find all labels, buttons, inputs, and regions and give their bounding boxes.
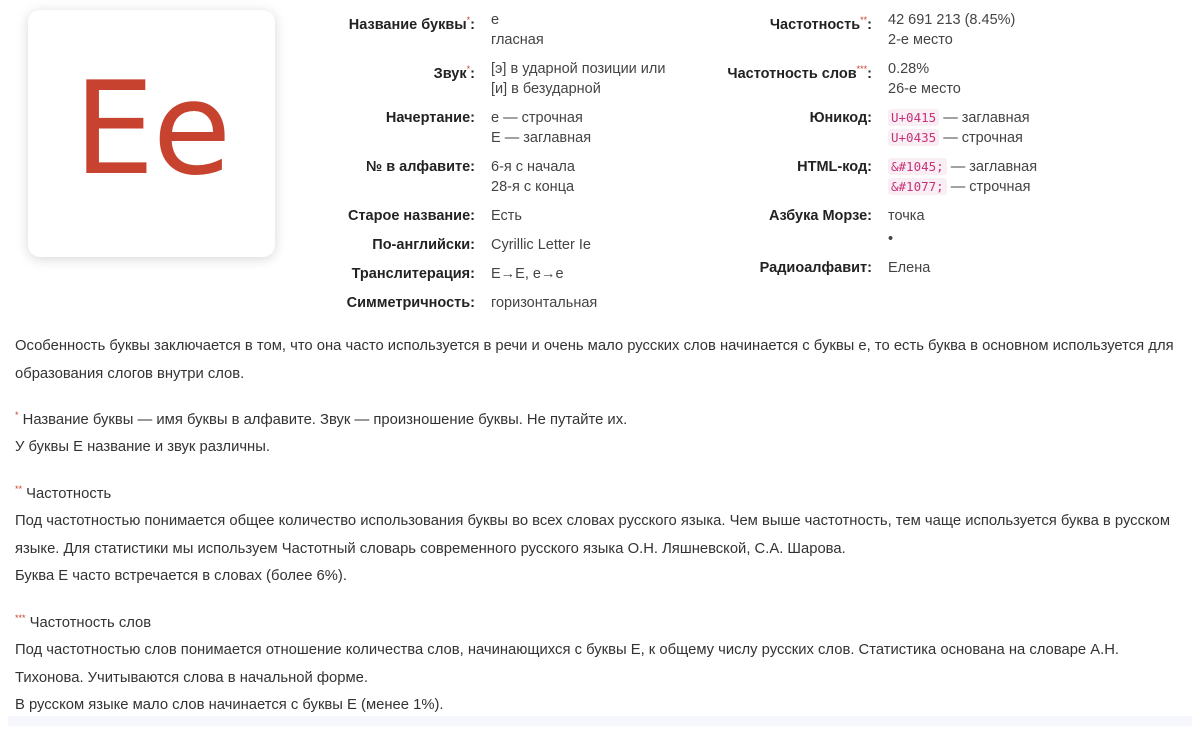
- field-alphabet-position: № в алфавите: 6-я с начала 28-я с конца: [366, 159, 575, 195]
- field-value: — заглавная: [943, 110, 1030, 126]
- field-html-code: HTML-код: &#1045; — заглавная &#1077; — строчная: [797, 159, 1038, 195]
- footnote-text: Буква Е часто встречается в словах (более 6%).: [15, 568, 347, 585]
- field-name: Название буквы*: е гласная: [348, 12, 544, 48]
- code-value: &#1045;: [888, 158, 947, 175]
- field-symmetry: Симметричность: горизонтальная: [346, 295, 598, 311]
- field-label: Название буквы: [348, 16, 467, 33]
- field-value: 42 691 213 (8.45%): [888, 12, 1016, 28]
- field-label: Частотность: [769, 16, 861, 33]
- field-frequency: Частотность**: 42 691 213 (8.45%) 2-е место: [769, 12, 1016, 48]
- footnote-text: У буквы Е название и звук различны.: [15, 439, 270, 456]
- footnote-mark: **: [860, 15, 868, 25]
- field-label: Симметричность: [346, 295, 471, 311]
- field-value: — заглавная: [950, 159, 1038, 175]
- field-value: Елена: [888, 260, 931, 276]
- field-label: Транслитерация: [351, 266, 471, 282]
- letter-properties-right: [690, 10, 1037, 287]
- field-writing: Начертание: е — строчная Е — заглавная: [385, 110, 592, 146]
- field-value: 6-я с начала: [491, 159, 575, 175]
- field-word-frequency: Частотность слов***: 0.28% 26-е место: [727, 61, 961, 97]
- footnote-title: Частотность слов: [29, 614, 152, 631]
- field-value: е: [491, 12, 500, 28]
- description: [15, 333, 1190, 734]
- footnote-2: [15, 476, 1190, 591]
- letter-glyph: Ee: [73, 55, 230, 204]
- field-value: точка: [888, 208, 925, 224]
- field-value: е — строчная: [491, 110, 583, 126]
- field-label: HTML-код: [797, 159, 868, 175]
- letter-properties-left: [300, 10, 665, 322]
- field-old-name: Старое название: Есть: [347, 208, 522, 224]
- footnote-mark: *: [466, 15, 471, 25]
- field-label: № в алфавите: [366, 159, 471, 175]
- footnote-text: Название буквы — имя буквы в алфавите. Звук — произношение буквы. Не путайте их.: [22, 411, 628, 428]
- field-unicode: Юникод: U+0415 — заглавная U+0435 — строчная: [809, 110, 1030, 146]
- footnote-text: В русском языке мало слов начинается с буквы Е (менее 1%).: [15, 697, 444, 714]
- field-value: Е — заглавная: [491, 130, 592, 146]
- field-value: горизонтальная: [491, 295, 598, 311]
- footnote-mark: *: [15, 410, 19, 420]
- field-morse: Азбука Морзе: точка •: [768, 208, 925, 247]
- field-label: Частотность слов: [727, 65, 857, 82]
- field-label: По-английски: [372, 237, 471, 253]
- field-label: Старое название: [347, 208, 471, 224]
- footnote-mark: ***: [15, 612, 26, 623]
- footnote-title: Частотность: [26, 485, 112, 502]
- feature-paragraph: Особенность буквы заключается в том, что она часто используется в речи и очень мало русских слов начинается с буквы е, то есть буква в основном используется для образования слогов внутри слов.: [15, 338, 1174, 382]
- field-value: Есть: [491, 208, 522, 224]
- field-value: гласная: [491, 32, 544, 48]
- field-value: 0.28%: [888, 61, 930, 77]
- field-value: Е→E, е→e: [491, 266, 564, 282]
- field-label: Начертание: [385, 110, 471, 126]
- field-value: — строчная: [943, 130, 1023, 146]
- field-value: Cyrillic Letter Ie: [491, 237, 591, 253]
- code-value: U+0415: [888, 109, 939, 126]
- morse-dot: •: [888, 231, 894, 247]
- field-value: [и] в безударной: [491, 81, 601, 97]
- field-value: 26-е место: [888, 81, 961, 97]
- footnote-mark: **: [15, 483, 23, 494]
- field-label: Азбука Морзе: [768, 208, 868, 224]
- field-radio: Радиоалфавит: Елена: [759, 260, 931, 276]
- footnote-3: [15, 605, 1190, 720]
- field-value: — строчная: [950, 179, 1031, 195]
- field-value: [э] в ударной позиции или: [491, 61, 666, 77]
- footnote-text: Под частотностью слов понимается отношение количества слов, начинающихся с буквы Е, к общему числу русских слов. Статистика основана на словаре А.Н. Тихонова. Учитываются слова в начальной форме.: [15, 642, 1120, 686]
- field-label: Звук: [433, 65, 467, 82]
- field-label: Радиоалфавит: [759, 260, 868, 276]
- code-value: U+0435: [888, 129, 939, 146]
- letter-card: [28, 10, 275, 257]
- footnote-1: [15, 402, 1190, 462]
- footnote-text: Под частотностью понимается общее количество использования буквы во всех словах русского языка. Чем выше частотность, тем чаще используется буква в русском языке. Для статистики мы используем Частотный словарь современного русского языка О.Н. Ляшневской, С.А. Шарова.: [15, 513, 1171, 557]
- next-section-box: [8, 716, 1192, 726]
- field-value: 28-я с конца: [491, 179, 575, 195]
- field-english: По-английски: Cyrillic Letter Ie: [372, 237, 591, 253]
- field-value: 2-е место: [888, 32, 953, 48]
- footnote-mark: *: [466, 64, 471, 74]
- footnote-mark: ***: [856, 64, 868, 74]
- field-transliteration: Транслитерация: Е→E, е→e: [351, 266, 564, 282]
- field-sound: Звук*: [э] в ударной позиции или [и] в безударной: [433, 61, 666, 97]
- code-value: &#1077;: [888, 178, 947, 195]
- field-label: Юникод: [809, 110, 868, 126]
